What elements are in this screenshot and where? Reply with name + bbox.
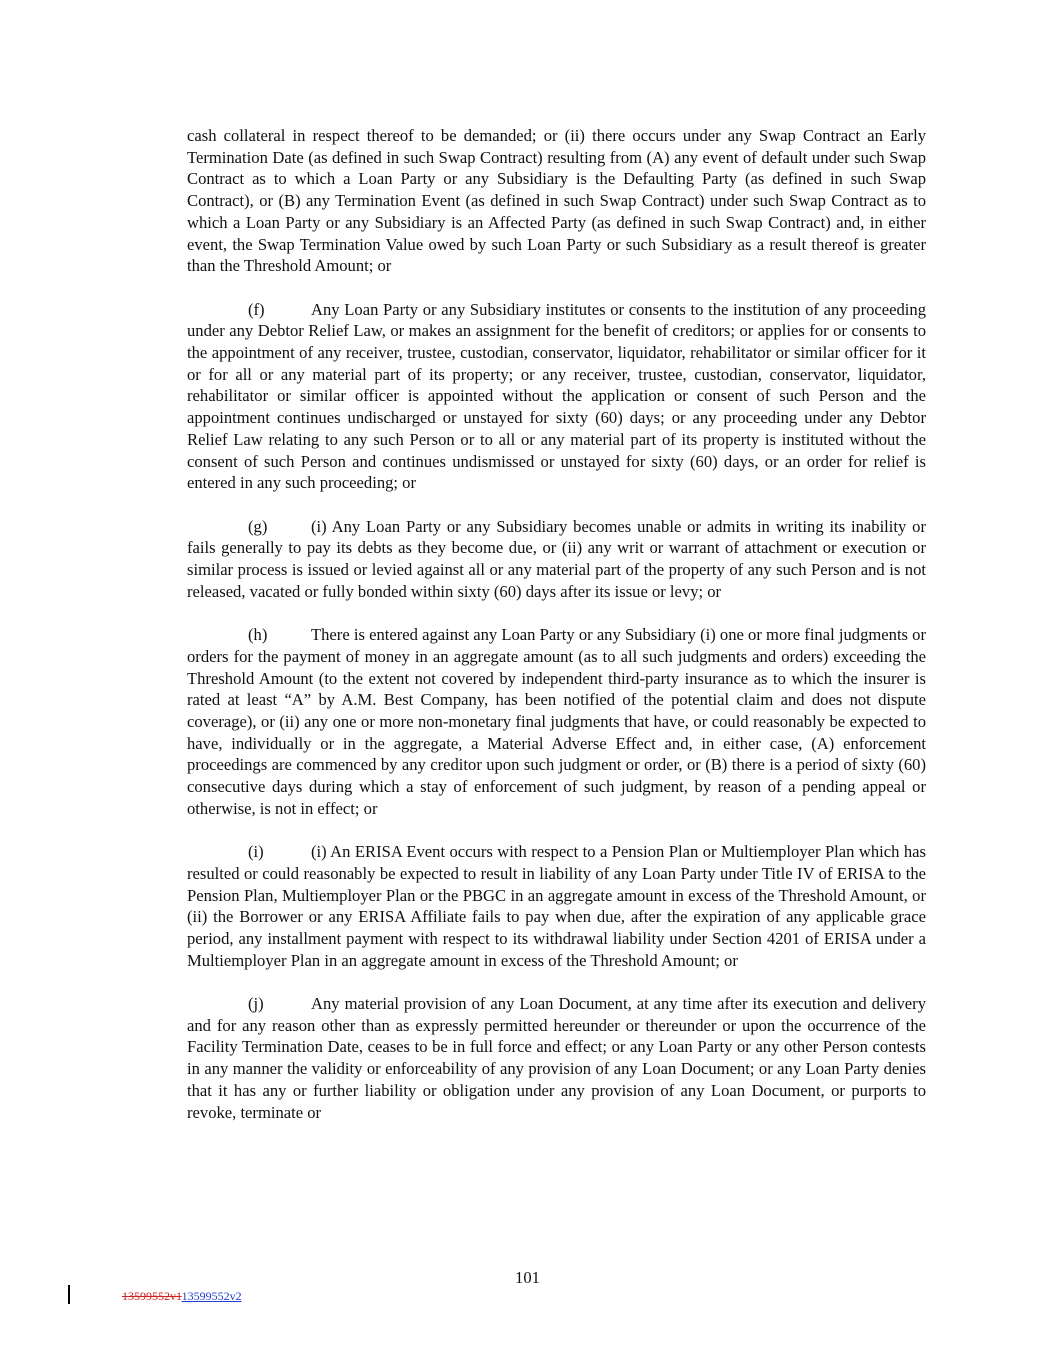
paragraph-h [187,624,926,819]
document-id-deleted: 13599552v1 [122,1289,182,1303]
paragraph-text: Any Loan Party or any Subsidiary institutes or consents to the institution of any proceeding under any Debtor Relief Law, or makes an assignment for the benefit of creditors; or applies for or consents to the appointment of any receiver, trustee, custodian, conservator, liquidator, rehabilitator or similar officer for it or for all or any material part of its property; or any receiver, trustee, custodian, conservator, liquidator, rehabilitator or similar officer is appointed without the application or consent of such Person and the appointment continues undischarged or unstayed for sixty (60) days; or any proceeding under any Debtor Relief Law relating to any such Person or to all or any material part of its property is instituted without the consent of such Person and continues undismissed or unstayed for sixty (60) days, or an order for relief is entered in any such proceeding; or [187,299,926,493]
paragraph-j [187,993,926,1123]
paragraph-label: (j) [248,994,264,1014]
document-id [122,1289,242,1304]
paragraph-text: Any material provision of any Loan Document, at any time after its execution and delivery and for any reason other than as expressly permitted hereunder or thereunder or upon the occurrence of the Facility Termination Date, ceases to be in full force and effect; or any Loan Party or any other Person contests in any manner the validity or enforceability of any provision of any Loan Document; or any Loan Party denies that it has any or further liability or obligation under any provision of any Loan Document, or purports to revoke, terminate or [187,994,926,1122]
paragraph-label: (h) [248,625,268,645]
document-id-inserted: 13599552v2 [181,1289,242,1303]
paragraph-g [187,516,926,603]
paragraph-text: cash collateral in respect thereof to be demanded; or (ii) there occurs under any Swap Contract an Early Termination Date (as defined in such Swap Contract) resulting from (A) any event of default under such Swap Contract as to which a Loan Party or any Subsidiary is the Defaulting Party (as defined in such Swap Contract), or (B) any Termination Event (as defined in such Swap Contract) under such Swap Contract as to which a Loan Party or any Subsidiary is an Affected Party (as defined in such Swap Contract) and, in either event, the Swap Termination Value owed by such Loan Party or such Subsidiary as a result thereof is greater than the Threshold Amount; or [187,126,926,276]
paragraph-i [187,841,926,971]
paragraph-text: (i) Any Loan Party or any Subsidiary becomes unable or admits in writing its inability or fails generally to pay its debts as they become due, or (ii) any writ or warrant of attachment or execution or similar process is issued or levied against all or any material part of the property of any such Person and is not released, vacated or fully bonded within sixty (60) days after its issue or levy; or [187,516,926,601]
document-body [187,125,926,1145]
paragraph-f [187,299,926,494]
revision-change-bar [68,1285,70,1304]
paragraph-text: There is entered against any Loan Party or any Subsidiary (i) one or more final judgments or orders for the payment of money in an aggregate amount (as to all such judgments and orders) exceeding the Threshold Amount (to the extent not covered by independent third-party insurance as to which the insurer is rated at least “A” by A.M. Best Company, has been notified of the potential claim and does not dispute coverage), or (ii) any one or more non-monetary final judgments that have, or could reasonably be expected to have, individually or in the aggregate, a Material Adverse Effect and, in either case, (A) enforcement proceedings are commenced by any creditor upon such judgment or order, or (B) there is a period of sixty (60) consecutive days during which a stay of enforcement of such judgment, by reason of a pending appeal or otherwise, is not in effect; or [187,625,926,818]
paragraph-label: (f) [248,299,265,319]
paragraph-label: (g) [248,516,268,536]
page-number: 101 [515,1268,540,1287]
paragraph-label: (i) [248,842,264,862]
paragraph-text: (i) An ERISA Event occurs with respect to a Pension Plan or Multiemployer Plan which has resulted or could reasonably be expected to result in liability of any Loan Party under Title IV of ERISA to the Pension Plan, Multiemployer Plan or the PBGC in an aggregate amount in excess of the Threshold Amount, or (ii) the Borrower or any ERISA Affiliate fails to pay when due, after the expiration of any applicable grace period, any installment payment with respect to its withdrawal liability under Section 4201 of ERISA under a Multiemployer Plan in an aggregate amount in excess of the Threshold Amount; or [187,842,926,970]
paragraph-continuation [187,125,926,277]
